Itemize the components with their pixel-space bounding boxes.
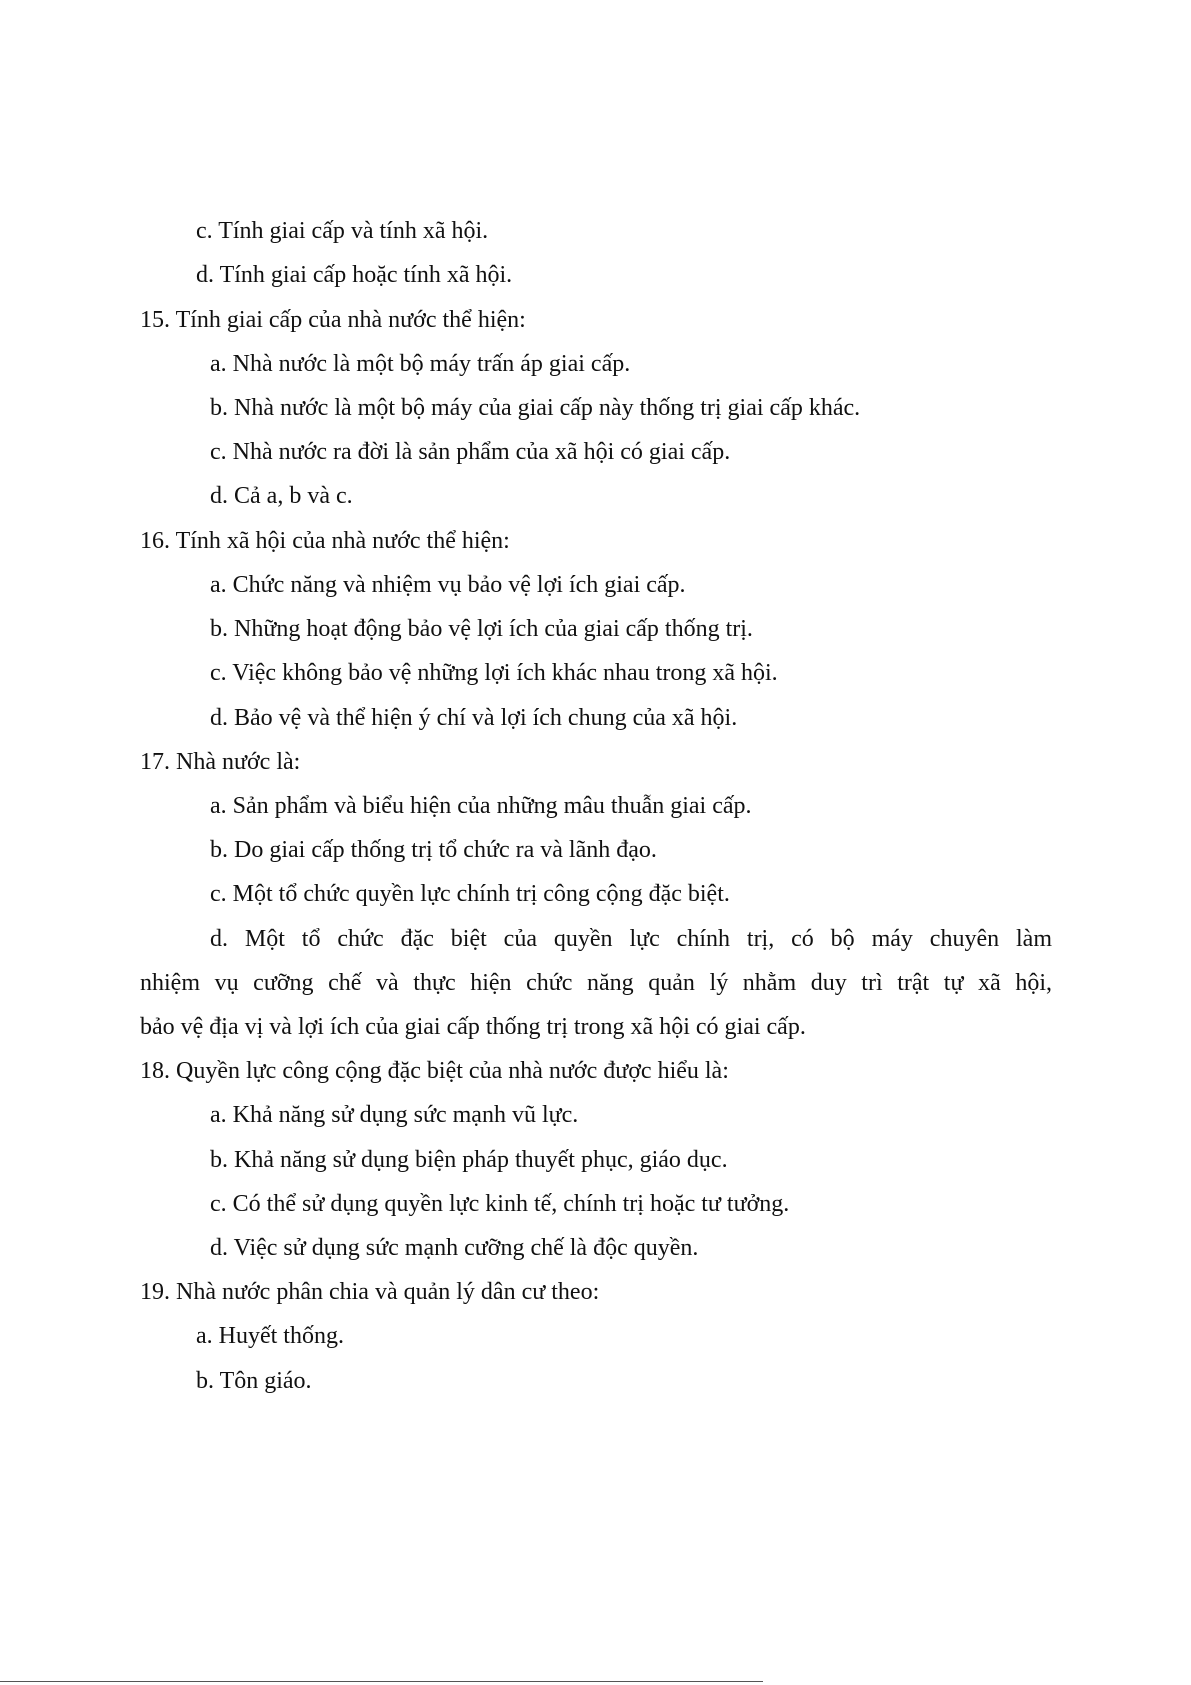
option-14d: d. Tính giai cấp hoặc tính xã hội. (196, 262, 513, 288)
option-15c: c. Nhà nước ra đời là sản phẩm của xã hội có giai cấp. (210, 439, 731, 465)
option-17d-line-3: bảo vệ địa vị và lợi ích của giai cấp thống trị trong xã hội có giai cấp. (140, 1014, 806, 1040)
option-18d: d. Việc sử dụng sức mạnh cưỡng chế là độc quyền. (210, 1235, 699, 1261)
option-17a: a. Sản phẩm và biểu hiện của những mâu thuẫn giai cấp. (210, 793, 752, 819)
option-17d-line-1: d. Một tổ chức đặc biệt của quyền lực chính trị, có bộ máy chuyên làm (210, 926, 1052, 952)
option-14c: c. Tính giai cấp và tính xã hội. (196, 218, 489, 244)
option-15d: d. Cả a, b và c. (210, 483, 353, 509)
option-18a: a. Khả năng sử dụng sức mạnh vũ lực. (210, 1102, 579, 1128)
option-17d-line-2: nhiệm vụ cưỡng chế và thực hiện chức năng quản lý nhằm duy trì trật tự xã hội, (140, 970, 1052, 996)
option-15b: b. Nhà nước là một bộ máy của giai cấp này thống trị giai cấp khác. (210, 395, 861, 421)
option-15a: a. Nhà nước là một bộ máy trấn áp giai cấp. (210, 351, 631, 377)
option-19b: b. Tôn giáo. (196, 1368, 312, 1394)
question-17: 17. Nhà nước là: (140, 749, 301, 775)
option-16c: c. Việc không bảo vệ những lợi ích khác nhau trong xã hội. (210, 660, 778, 686)
option-16b: b. Những hoạt động bảo vệ lợi ích của giai cấp thống trị. (210, 616, 753, 642)
question-19: 19. Nhà nước phân chia và quản lý dân cư theo: (140, 1279, 600, 1305)
option-18b: b. Khả năng sử dụng biện pháp thuyết phục, giáo dục. (210, 1147, 728, 1173)
option-16a: a. Chức năng và nhiệm vụ bảo vệ lợi ích giai cấp. (210, 572, 686, 598)
option-17c: c. Một tổ chức quyền lực chính trị công cộng đặc biệt. (210, 881, 730, 907)
question-18: 18. Quyền lực công cộng đặc biệt của nhà nước được hiểu là: (140, 1058, 729, 1084)
option-16d: d. Bảo vệ và thể hiện ý chí và lợi ích chung của xã hội. (210, 705, 738, 731)
option-19a: a. Huyết thống. (196, 1323, 344, 1349)
question-15: 15. Tính giai cấp của nhà nước thể hiện: (140, 307, 526, 333)
option-17b: b. Do giai cấp thống trị tổ chức ra và lãnh đạo. (210, 837, 657, 863)
question-16: 16. Tính xã hội của nhà nước thể hiện: (140, 528, 510, 554)
option-18c: c. Có thể sử dụng quyền lực kinh tế, chính trị hoặc tư tưởng. (210, 1191, 790, 1217)
page-bottom-rule (0, 1681, 763, 1682)
